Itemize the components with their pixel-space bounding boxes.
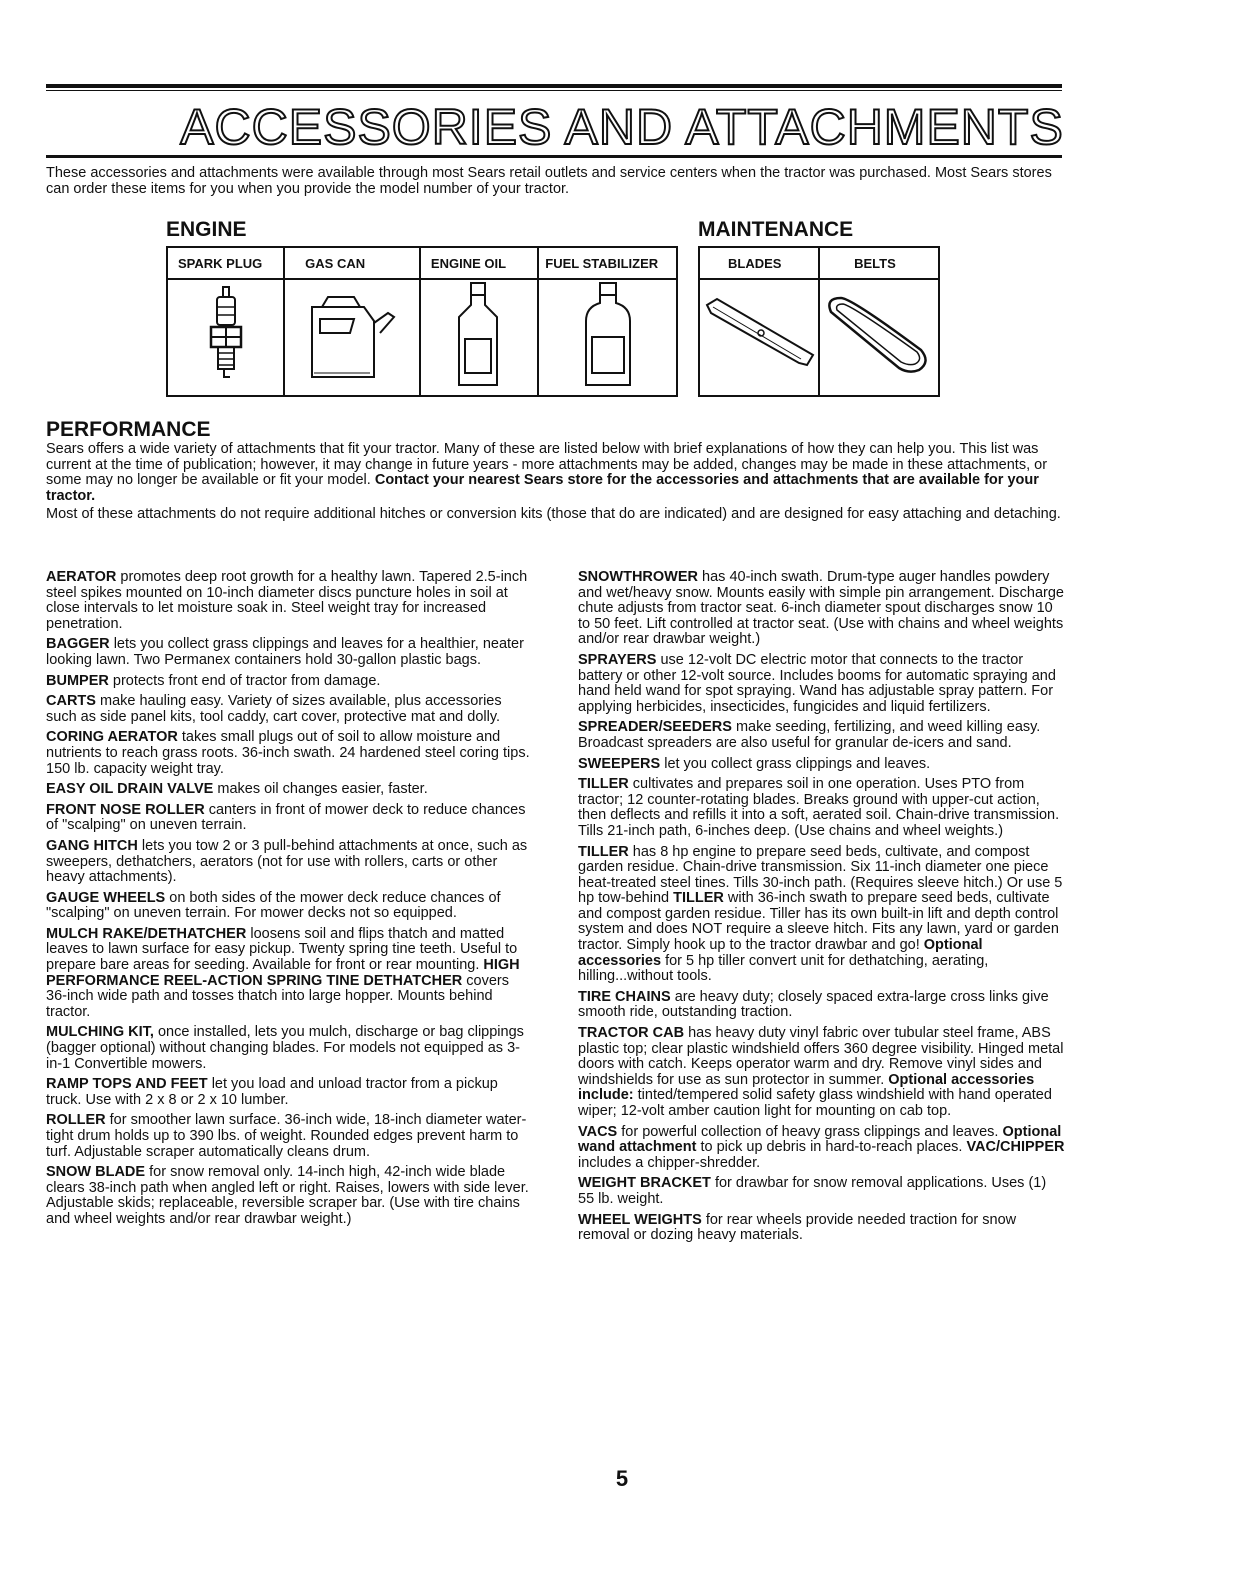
entry-term: BAGGER <box>46 636 110 653</box>
entry-term: WEIGHT BRACKET <box>578 1175 711 1192</box>
entry-text: let you load and unload tractor from a pickup truck. Use with 2 x 8 or 2 x 10 lumber. <box>46 1076 498 1108</box>
engine-label-spark-plug: SPARK PLUG <box>167 247 284 279</box>
entry-sweepers <box>578 757 1066 773</box>
entry-text-2: covers 36-inch wide path and tosses thatch into large hopper. Mounts behind tractor. <box>46 972 509 1020</box>
entry-term: GAUGE WHEELS <box>46 889 166 906</box>
gas-can-icon <box>300 283 404 387</box>
entry-term: SPRAYERS <box>578 651 657 668</box>
maintenance-label-blades: BLADES <box>699 247 819 279</box>
entry-text: has 40-inch swath. Drum-type auger handles powdery and wet/heavy snow. Mounts easily with simple pin arrangement. Discharge chute adjusts from tractor seat. 6-inch diameter spout discharges snow 10 to 50 feet. Lift controlled at tractor seat. (Use with chains and wheel weights and/or rear drawbar weight.) <box>578 569 1064 648</box>
engine-cell-gas-can <box>284 279 420 396</box>
top-rule-thin <box>46 90 1062 91</box>
entry-term: RAMP TOPS AND FEET <box>46 1076 208 1093</box>
entry-mulch-rake-dethatcher <box>46 927 532 1021</box>
entry-text: makes oil changes easier, faster. <box>217 781 428 798</box>
top-rule <box>46 84 1062 88</box>
entry-term: TILLER <box>578 776 629 793</box>
title-underline <box>46 155 1062 158</box>
entry-spreader-seeders <box>578 720 1066 751</box>
entry-term: TRACTOR CAB <box>578 1025 685 1042</box>
entry-front-nose-roller <box>46 803 532 834</box>
entry-text: lets you tow 2 or 3 pull-behind attachments at once, such as sweepers, dethatchers, aerators (not for use with rollers, carts or other heavy attachments). <box>46 837 528 886</box>
entry-text: for powerful collection of heavy grass clippings and leaves. <box>621 1123 999 1140</box>
entry-text: once installed, lets you mulch, discharge or bag clippings (bagger optional) without changing blades. For models not equipped as 3-in-1 Convertible mowers. <box>46 1024 524 1072</box>
entry-term-3: Optional accessories <box>578 937 983 969</box>
entry-term: MULCHING KIT, <box>46 1024 154 1041</box>
maintenance-label-belts: BELTS <box>819 247 939 279</box>
performance-paragraph-2: Most of these attachments do not require additional hitches or conversion kits (those that do are indicated) and are designed for easy attaching and detaching. <box>46 506 1061 522</box>
entry-text: are heavy duty; closely spaced extra-large cross links give smooth ride, outstanding traction. <box>578 988 1049 1021</box>
entry-term-3: VAC/CHIPPER <box>966 1139 1065 1156</box>
entry-aerator <box>46 570 532 632</box>
engine-label-engine-oil: ENGINE OIL <box>420 247 538 279</box>
entry-text: for drawbar for snow removal applications. Uses (1) 55 lb. weight. <box>578 1175 1047 1207</box>
entry-text: for rear wheels provide needed traction for snow removal or dozing heavy materials. <box>578 1211 1017 1244</box>
maintenance-heading: MAINTENANCE <box>698 218 854 241</box>
entry-term: ROLLER <box>46 1112 106 1129</box>
entry-text: loosens soil and flips thatch and matted leaves to lawn surface for easy pickup. Twenty spring tine teeth. Useful to prepare bare areas for seeding. Available for front or rear mounting. <box>46 925 518 974</box>
engine-cell-engine-oil <box>420 279 538 396</box>
entry-term: SPREADER/SEEDERS <box>578 719 732 736</box>
entry-term: WHEEL WEIGHTS <box>578 1211 702 1228</box>
entry-text: let you collect grass clippings and leaves. <box>664 755 931 772</box>
engine-table <box>166 246 678 397</box>
entry-text-2: to pick up debris in hard-to-reach places. <box>700 1139 963 1156</box>
entry-term: SWEEPERS <box>578 755 661 772</box>
entry-term-2: TILLER <box>673 890 724 907</box>
engine-heading: ENGINE <box>166 218 247 241</box>
entry-text-3: for 5 hp tiller convert unit for dethatching, aerating, hilling...without tools. <box>578 952 989 985</box>
entry-term: CARTS <box>46 693 96 710</box>
entry-term-2: Optional wand attachment <box>578 1123 1062 1156</box>
maintenance-cell-belts <box>819 279 939 396</box>
entry-text: lets you collect grass clippings and leaves for a healthier, neater looking lawn. Two Permanex containers hold 30-gallon plastic bags. <box>46 636 524 668</box>
entry-snow-blade <box>46 1165 532 1227</box>
entry-ramp-tops-and-feet <box>46 1077 532 1108</box>
entry-bagger <box>46 637 532 668</box>
right-column <box>578 570 1066 1249</box>
entry-text: make seeding, fertilizing, and weed killing easy. Broadcast spreaders are also useful for granular de-icers and sand. <box>578 719 1041 751</box>
entry-vacs <box>578 1125 1066 1172</box>
entry-term: SNOWTHROWER <box>578 569 699 585</box>
entry-text: protects front end of tractor from damage. <box>112 672 381 689</box>
entry-term: SNOW BLADE <box>46 1164 146 1181</box>
entry-term-2: HIGH PERFORMANCE REEL-ACTION SPRING TINE DETHATCHER <box>46 957 520 989</box>
entry-tiller-pto <box>578 777 1066 839</box>
entry-tractor-cab <box>578 1026 1066 1120</box>
engine-oil-bottle-icon <box>449 281 509 389</box>
entry-text-2: tinted/tempered solid safety glass windshield with hand operated wiper; 12-volt amber caution light for mounting on cab top. <box>578 1087 1052 1119</box>
entry-snowthrower <box>578 570 1066 648</box>
entry-text: for smoother lawn surface. 36-inch wide, 18-inch diameter water-tight drum holds up to 390 lbs. of weight. Rounded edges prevent harm to turf. Adjustable scraper automatically cleans drum. <box>46 1112 527 1160</box>
entry-text-2: with 36-inch swath to prepare seed beds, cultivate and compost garden residue. Tiller has its own built-in lift and depth control system and does NOT require a sleeve hitch. Fits any lawn, yard or garden tractor. Simply hook up to the tractor drawbar and go! <box>578 890 1059 954</box>
entry-wheel-weights <box>578 1213 1066 1244</box>
engine-label-gas-can: GAS CAN <box>284 247 420 279</box>
belt-icon <box>821 292 937 378</box>
entry-easy-oil-drain-valve <box>46 782 532 798</box>
entry-term: CORING AERATOR <box>46 729 178 746</box>
page-number: 5 <box>615 1466 629 1491</box>
entry-carts <box>46 694 532 725</box>
entry-text: has 8 hp engine to prepare seed beds, cultivate, and compost garden residue. Chain-drive transmission. Six 11-inch diameter one piece heat-treated steel tines. Tills 30-inch path. (Requires sleeve hitch.) Or use 5 hp tow-behind <box>578 843 1063 907</box>
entry-text: make hauling easy. Variety of sizes available, plus accessories such as side panel kits, tool caddy, cart cover, protective mat and dolly. <box>46 693 502 725</box>
performance-p1-text: Sears offers a wide variety of attachments that fit your tractor. Many of these are listed below with brief explanations of how they can help you. This list was current at the time of publication; however, it may change in future years - more attachments may be added, changes may be made in these attachments, or some may no longer be available or fit your model. <box>46 441 1048 488</box>
performance-p1-bold: Contact your nearest Sears store for the accessories and attachments that are available for your tractor. <box>46 472 1039 504</box>
entry-text: has heavy duty vinyl fabric over tubular steel frame, ABS plastic top; clear plastic windshield offers 360 degree visibility. Hinged metal doors with catch. Keeps operator warm and dry. Remove vinyl sides and windshields for use as sun protector in summer. <box>578 1025 1064 1088</box>
entry-term: AERATOR <box>46 569 117 585</box>
entry-bumper <box>46 674 532 690</box>
entry-term: MULCH RAKE/DETHATCHER <box>46 925 247 942</box>
entry-roller <box>46 1113 532 1160</box>
entry-gauge-wheels <box>46 891 532 922</box>
entry-term: TIRE CHAINS <box>578 988 671 1005</box>
engine-cell-fuel-stabilizer <box>538 279 677 396</box>
blade-icon <box>703 295 815 375</box>
entry-weight-bracket <box>578 1176 1066 1207</box>
entry-text-3: includes a chipper-shredder. <box>578 1154 761 1171</box>
page-title: ACCESSORIES AND ATTACHMENTS <box>180 99 1064 155</box>
engine-label-fuel-stabilizer: FUEL STABILIZER <box>538 247 677 279</box>
maintenance-cell-blades <box>699 279 819 396</box>
entry-text: promotes deep root growth for a healthy lawn. Tapered 2.5-inch steel spikes mounted on 10-inch diameter discs puncture holes in soil at close intervals to let moisture soak in. Steel weight tray for increased penetration. <box>46 569 528 632</box>
entry-text: use 12-volt DC electric motor that connects to the tractor battery or other 12-volt source. Includes booms for automatic spraying and hand held wand for spot spraying. Wand has adjustable spray pattern. For applying herbicides, insecticides, fungicides and liquid fertilizers. <box>578 651 1056 715</box>
entry-term: GANG HITCH <box>46 837 138 854</box>
entry-term: BUMPER <box>46 672 109 689</box>
intro-text: These accessories and attachments were available through most Sears retail outlets and service centers when the tractor was purchased. Most Sears stores can order these items for you when you provide the model number of your tractor. <box>46 165 1052 197</box>
entry-term: EASY OIL DRAIN VALVE <box>46 781 214 798</box>
entry-coring-aerator <box>46 730 532 777</box>
entry-sprayers <box>578 653 1066 715</box>
engine-cell-spark-plug <box>167 279 284 396</box>
spark-plug-icon <box>206 283 246 387</box>
entry-tire-chains <box>578 990 1066 1021</box>
entry-term: VACS <box>578 1123 618 1140</box>
entry-mulching-kit <box>46 1025 532 1072</box>
entry-text: takes small plugs out of soil to allow moisture and nutrients to reach grass roots. 36-inch swath. 24 hardened steel coring tips. 150 lb. capacity weight tray. <box>46 729 530 777</box>
entry-gang-hitch <box>46 839 532 886</box>
fuel-stabilizer-bottle-icon <box>578 281 638 389</box>
performance-text <box>46 442 1066 526</box>
left-column <box>46 570 532 1233</box>
entry-term: TILLER <box>578 843 629 860</box>
entry-term: FRONT NOSE ROLLER <box>46 801 205 818</box>
maintenance-table <box>698 246 940 397</box>
entry-text: for snow removal only. 14-inch high, 42-inch wide blade clears 38-inch path when angled left or right. Raises, lowers with side lever. Adjustable skids; replaceable, reversible scraper bar. (Use with tire chains and wheel weights and/or rear drawbar weight.) <box>46 1164 529 1227</box>
entry-text: on both sides of the mower deck reduce chances of "scalping" on uneven terrain. For mower decks not so equipped. <box>46 889 501 922</box>
entry-tiller-8hp <box>578 845 1066 985</box>
entry-term-2: Optional accessories include: <box>578 1071 1035 1104</box>
performance-heading: PERFORMANCE <box>46 418 211 441</box>
entry-text: canters in front of mower deck to reduce chances of "scalping" on uneven terrain. <box>46 801 526 834</box>
performance-paragraph-1 <box>46 442 1066 504</box>
entry-text: cultivates and prepares soil in one operation. Uses PTO from tractor; 12 counter-rotating blades. Breaks ground with upper-cut action, then deflects and refills it into a soft, aerated soil. Chain-drive transmission. Tills 21-inch path, 6-inches deep. (Use chains and wheel weights.) <box>578 776 1060 839</box>
